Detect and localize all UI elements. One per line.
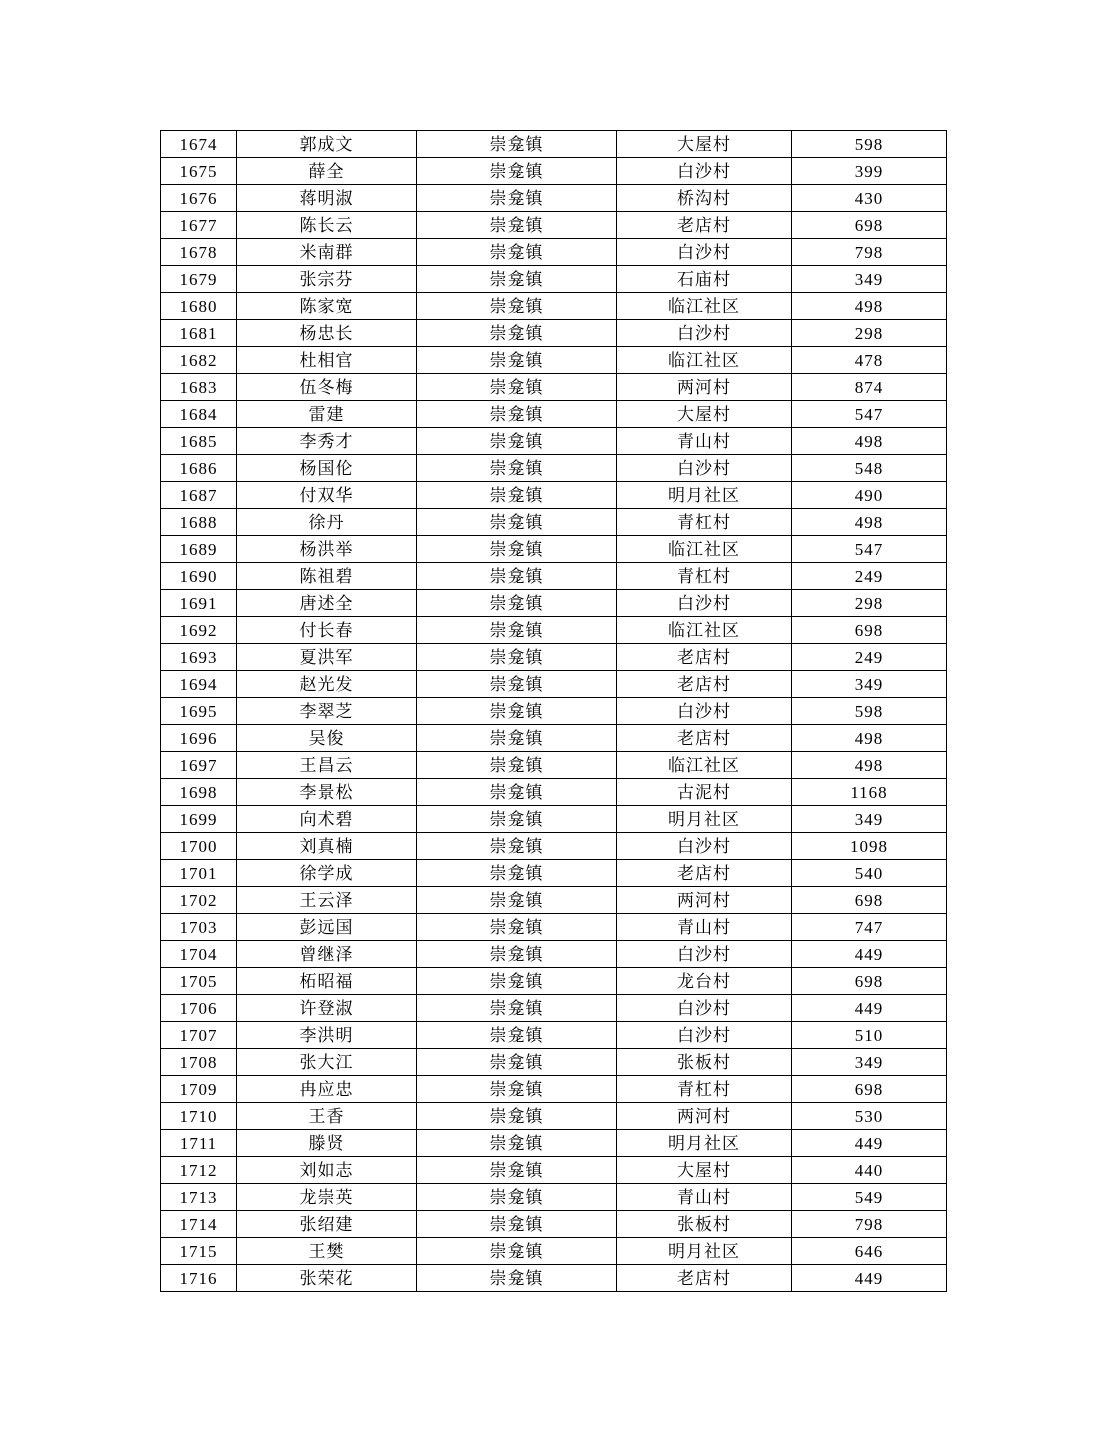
cell-town: 崇龛镇: [417, 1184, 617, 1211]
cell-town: 崇龛镇: [417, 860, 617, 887]
cell-town: 崇龛镇: [417, 1238, 617, 1265]
cell-name: 陈长云: [237, 212, 417, 239]
cell-village: 临江社区: [617, 536, 792, 563]
cell-name: 米南群: [237, 239, 417, 266]
table-row: [161, 428, 947, 455]
cell-village: 青杠村: [617, 563, 792, 590]
cell-id: 1690: [161, 563, 237, 590]
cell-name: 王云泽: [237, 887, 417, 914]
cell-town: 崇龛镇: [417, 1211, 617, 1238]
table-row: [161, 158, 947, 185]
cell-name: 李秀才: [237, 428, 417, 455]
cell-id: 1710: [161, 1103, 237, 1130]
cell-village: 青杠村: [617, 1076, 792, 1103]
cell-village: 白沙村: [617, 455, 792, 482]
cell-name: 杨忠长: [237, 320, 417, 347]
table-row: [161, 1157, 947, 1184]
cell-town: 崇龛镇: [417, 374, 617, 401]
table-row: [161, 1211, 947, 1238]
cell-village: 大屋村: [617, 131, 792, 158]
cell-town: 崇龛镇: [417, 185, 617, 212]
cell-name: 赵光发: [237, 671, 417, 698]
table-row: [161, 1049, 947, 1076]
cell-name: 向术碧: [237, 806, 417, 833]
cell-id: 1697: [161, 752, 237, 779]
cell-town: 崇龛镇: [417, 563, 617, 590]
cell-id: 1693: [161, 644, 237, 671]
cell-id: 1709: [161, 1076, 237, 1103]
cell-name: 杜相官: [237, 347, 417, 374]
cell-id: 1705: [161, 968, 237, 995]
cell-id: 1715: [161, 1238, 237, 1265]
cell-village: 老店村: [617, 212, 792, 239]
cell-town: 崇龛镇: [417, 509, 617, 536]
table-row: [161, 968, 947, 995]
cell-village: 白沙村: [617, 590, 792, 617]
table-row: [161, 1076, 947, 1103]
cell-town: 崇龛镇: [417, 320, 617, 347]
cell-id: 1677: [161, 212, 237, 239]
cell-amount: 547: [792, 536, 947, 563]
table-row: [161, 212, 947, 239]
table-row: [161, 1184, 947, 1211]
cell-name: 雷建: [237, 401, 417, 428]
table-row: [161, 914, 947, 941]
table-row: [161, 860, 947, 887]
cell-id: 1714: [161, 1211, 237, 1238]
cell-town: 崇龛镇: [417, 455, 617, 482]
table-row: [161, 995, 947, 1022]
cell-town: 崇龛镇: [417, 347, 617, 374]
cell-amount: 399: [792, 158, 947, 185]
table-row: [161, 1022, 947, 1049]
cell-amount: 490: [792, 482, 947, 509]
cell-amount: 478: [792, 347, 947, 374]
cell-village: 大屋村: [617, 401, 792, 428]
cell-town: 崇龛镇: [417, 266, 617, 293]
cell-id: 1702: [161, 887, 237, 914]
cell-name: 张大江: [237, 1049, 417, 1076]
cell-amount: 349: [792, 671, 947, 698]
cell-amount: 498: [792, 428, 947, 455]
cell-name: 伍冬梅: [237, 374, 417, 401]
cell-village: 青山村: [617, 914, 792, 941]
cell-name: 彭远国: [237, 914, 417, 941]
cell-village: 大屋村: [617, 1157, 792, 1184]
cell-village: 白沙村: [617, 941, 792, 968]
cell-id: 1703: [161, 914, 237, 941]
cell-id: 1695: [161, 698, 237, 725]
cell-village: 白沙村: [617, 995, 792, 1022]
cell-town: 崇龛镇: [417, 617, 617, 644]
cell-amount: 698: [792, 887, 947, 914]
cell-village: 张板村: [617, 1049, 792, 1076]
cell-village: 明月社区: [617, 1130, 792, 1157]
table-row: [161, 1103, 947, 1130]
cell-village: 白沙村: [617, 320, 792, 347]
cell-name: 刘真楠: [237, 833, 417, 860]
cell-town: 崇龛镇: [417, 725, 617, 752]
cell-name: 李翠芝: [237, 698, 417, 725]
cell-name: 夏洪军: [237, 644, 417, 671]
table-row: [161, 536, 947, 563]
cell-amount: 349: [792, 266, 947, 293]
cell-amount: 498: [792, 509, 947, 536]
cell-id: 1711: [161, 1130, 237, 1157]
cell-id: 1712: [161, 1157, 237, 1184]
cell-town: 崇龛镇: [417, 482, 617, 509]
cell-name: 李景松: [237, 779, 417, 806]
cell-id: 1716: [161, 1265, 237, 1292]
cell-amount: 298: [792, 590, 947, 617]
cell-town: 崇龛镇: [417, 995, 617, 1022]
cell-name: 徐丹: [237, 509, 417, 536]
cell-village: 青山村: [617, 428, 792, 455]
cell-amount: 698: [792, 617, 947, 644]
cell-name: 蒋明淑: [237, 185, 417, 212]
cell-town: 崇龛镇: [417, 536, 617, 563]
cell-town: 崇龛镇: [417, 239, 617, 266]
cell-id: 1691: [161, 590, 237, 617]
cell-town: 崇龛镇: [417, 1130, 617, 1157]
table-row: [161, 185, 947, 212]
cell-amount: 298: [792, 320, 947, 347]
cell-id: 1684: [161, 401, 237, 428]
cell-id: 1683: [161, 374, 237, 401]
cell-id: 1685: [161, 428, 237, 455]
cell-town: 崇龛镇: [417, 968, 617, 995]
cell-id: 1694: [161, 671, 237, 698]
table-row: [161, 806, 947, 833]
cell-town: 崇龛镇: [417, 158, 617, 185]
cell-village: 老店村: [617, 671, 792, 698]
cell-amount: 540: [792, 860, 947, 887]
cell-id: 1701: [161, 860, 237, 887]
cell-id: 1674: [161, 131, 237, 158]
cell-village: 龙台村: [617, 968, 792, 995]
cell-town: 崇龛镇: [417, 752, 617, 779]
cell-name: 付双华: [237, 482, 417, 509]
table-row: [161, 590, 947, 617]
cell-amount: 349: [792, 806, 947, 833]
cell-village: 老店村: [617, 725, 792, 752]
cell-id: 1699: [161, 806, 237, 833]
cell-name: 柘昭福: [237, 968, 417, 995]
cell-amount: 449: [792, 1265, 947, 1292]
cell-id: 1704: [161, 941, 237, 968]
cell-town: 崇龛镇: [417, 1157, 617, 1184]
cell-amount: 874: [792, 374, 947, 401]
cell-town: 崇龛镇: [417, 1103, 617, 1130]
cell-village: 青山村: [617, 1184, 792, 1211]
cell-id: 1687: [161, 482, 237, 509]
cell-name: 陈家宽: [237, 293, 417, 320]
cell-name: 龙崇英: [237, 1184, 417, 1211]
table-row: [161, 1130, 947, 1157]
cell-amount: 548: [792, 455, 947, 482]
cell-name: 滕贤: [237, 1130, 417, 1157]
cell-amount: 1168: [792, 779, 947, 806]
cell-amount: 798: [792, 1211, 947, 1238]
cell-name: 王樊: [237, 1238, 417, 1265]
cell-village: 明月社区: [617, 806, 792, 833]
cell-village: 两河村: [617, 374, 792, 401]
cell-name: 刘如志: [237, 1157, 417, 1184]
cell-town: 崇龛镇: [417, 1265, 617, 1292]
table-row: [161, 239, 947, 266]
table-row: [161, 347, 947, 374]
table-row: [161, 320, 947, 347]
table-row: [161, 752, 947, 779]
table-row: [161, 887, 947, 914]
cell-village: 临江社区: [617, 347, 792, 374]
table-row: [161, 293, 947, 320]
cell-amount: 449: [792, 1130, 947, 1157]
cell-town: 崇龛镇: [417, 698, 617, 725]
cell-village: 白沙村: [617, 158, 792, 185]
cell-name: 曾继泽: [237, 941, 417, 968]
cell-name: 许登淑: [237, 995, 417, 1022]
cell-id: 1700: [161, 833, 237, 860]
cell-village: 张板村: [617, 1211, 792, 1238]
cell-town: 崇龛镇: [417, 131, 617, 158]
cell-amount: 440: [792, 1157, 947, 1184]
cell-village: 老店村: [617, 1265, 792, 1292]
cell-name: 王昌云: [237, 752, 417, 779]
cell-town: 崇龛镇: [417, 590, 617, 617]
records-table-body: [161, 131, 947, 1292]
cell-name: 王香: [237, 1103, 417, 1130]
cell-amount: 430: [792, 185, 947, 212]
cell-amount: 698: [792, 212, 947, 239]
cell-name: 徐学成: [237, 860, 417, 887]
cell-amount: 498: [792, 725, 947, 752]
cell-id: 1682: [161, 347, 237, 374]
cell-town: 崇龛镇: [417, 1049, 617, 1076]
cell-amount: 547: [792, 401, 947, 428]
table-row: [161, 455, 947, 482]
cell-amount: 646: [792, 1238, 947, 1265]
cell-amount: 498: [792, 752, 947, 779]
table-row: [161, 482, 947, 509]
cell-amount: 249: [792, 644, 947, 671]
cell-town: 崇龛镇: [417, 941, 617, 968]
cell-id: 1713: [161, 1184, 237, 1211]
table-row: [161, 833, 947, 860]
cell-id: 1688: [161, 509, 237, 536]
cell-id: 1686: [161, 455, 237, 482]
table-row: [161, 1238, 947, 1265]
cell-id: 1689: [161, 536, 237, 563]
cell-name: 张绍建: [237, 1211, 417, 1238]
cell-village: 明月社区: [617, 482, 792, 509]
cell-name: 张荣花: [237, 1265, 417, 1292]
cell-name: 薛全: [237, 158, 417, 185]
cell-village: 石庙村: [617, 266, 792, 293]
cell-town: 崇龛镇: [417, 833, 617, 860]
table-row: [161, 401, 947, 428]
cell-amount: 598: [792, 131, 947, 158]
table-row: [161, 779, 947, 806]
cell-id: 1696: [161, 725, 237, 752]
cell-village: 临江社区: [617, 617, 792, 644]
table-row: [161, 509, 947, 536]
cell-id: 1681: [161, 320, 237, 347]
table-row: [161, 374, 947, 401]
cell-amount: 798: [792, 239, 947, 266]
cell-village: 两河村: [617, 887, 792, 914]
cell-name: 陈祖碧: [237, 563, 417, 590]
cell-amount: 747: [792, 914, 947, 941]
cell-amount: 498: [792, 293, 947, 320]
table-row: [161, 725, 947, 752]
cell-village: 白沙村: [617, 698, 792, 725]
cell-amount: 549: [792, 1184, 947, 1211]
cell-name: 吴俊: [237, 725, 417, 752]
cell-amount: 510: [792, 1022, 947, 1049]
cell-amount: 249: [792, 563, 947, 590]
table-row: [161, 644, 947, 671]
cell-name: 郭成文: [237, 131, 417, 158]
table-row: [161, 941, 947, 968]
cell-amount: 698: [792, 1076, 947, 1103]
cell-town: 崇龛镇: [417, 644, 617, 671]
cell-amount: 1098: [792, 833, 947, 860]
cell-village: 古泥村: [617, 779, 792, 806]
cell-village: 桥沟村: [617, 185, 792, 212]
cell-id: 1708: [161, 1049, 237, 1076]
cell-town: 崇龛镇: [417, 806, 617, 833]
cell-village: 青杠村: [617, 509, 792, 536]
cell-town: 崇龛镇: [417, 401, 617, 428]
cell-amount: 598: [792, 698, 947, 725]
table-row: [161, 266, 947, 293]
cell-village: 明月社区: [617, 1238, 792, 1265]
cell-name: 张宗芬: [237, 266, 417, 293]
cell-town: 崇龛镇: [417, 1022, 617, 1049]
cell-id: 1698: [161, 779, 237, 806]
cell-id: 1679: [161, 266, 237, 293]
cell-amount: 449: [792, 995, 947, 1022]
cell-town: 崇龛镇: [417, 1076, 617, 1103]
table-row: [161, 563, 947, 590]
cell-amount: 449: [792, 941, 947, 968]
cell-town: 崇龛镇: [417, 671, 617, 698]
cell-town: 崇龛镇: [417, 779, 617, 806]
cell-id: 1680: [161, 293, 237, 320]
cell-village: 老店村: [617, 644, 792, 671]
cell-village: 老店村: [617, 860, 792, 887]
cell-id: 1675: [161, 158, 237, 185]
cell-village: 白沙村: [617, 1022, 792, 1049]
cell-name: 李洪明: [237, 1022, 417, 1049]
cell-id: 1692: [161, 617, 237, 644]
cell-town: 崇龛镇: [417, 914, 617, 941]
cell-id: 1676: [161, 185, 237, 212]
table-row: [161, 1265, 947, 1292]
cell-amount: 349: [792, 1049, 947, 1076]
cell-town: 崇龛镇: [417, 212, 617, 239]
cell-amount: 698: [792, 968, 947, 995]
table-row: [161, 617, 947, 644]
cell-town: 崇龛镇: [417, 428, 617, 455]
cell-id: 1678: [161, 239, 237, 266]
cell-id: 1706: [161, 995, 237, 1022]
cell-village: 临江社区: [617, 752, 792, 779]
cell-village: 临江社区: [617, 293, 792, 320]
cell-village: 白沙村: [617, 239, 792, 266]
cell-name: 杨国伦: [237, 455, 417, 482]
cell-village: 两河村: [617, 1103, 792, 1130]
records-table: [160, 130, 947, 1292]
table-row: [161, 671, 947, 698]
cell-town: 崇龛镇: [417, 293, 617, 320]
cell-name: 杨洪举: [237, 536, 417, 563]
cell-amount: 530: [792, 1103, 947, 1130]
cell-town: 崇龛镇: [417, 887, 617, 914]
cell-name: 唐述全: [237, 590, 417, 617]
cell-name: 付长春: [237, 617, 417, 644]
table-row: [161, 698, 947, 725]
cell-name: 冉应忠: [237, 1076, 417, 1103]
table-row: [161, 131, 947, 158]
cell-village: 白沙村: [617, 833, 792, 860]
cell-id: 1707: [161, 1022, 237, 1049]
